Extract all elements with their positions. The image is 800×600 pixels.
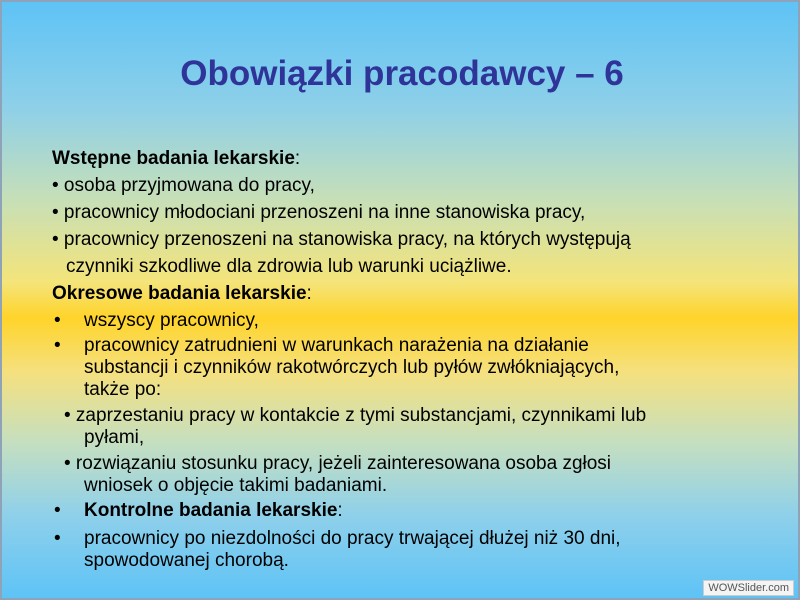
heading-colon: :	[337, 500, 343, 521]
sub-list-item-continuation: wniosek o objęcie takimi badaniami.	[84, 475, 388, 496]
section-heading-initial-exams	[52, 148, 300, 170]
list-item: pracownicy po niezdolności do pracy trwającej dłużej niż 30 dni,	[84, 528, 621, 549]
heading-text: Okresowe badania lekarskie	[52, 283, 307, 304]
heading-text: Kontrolne badania lekarskie	[84, 500, 338, 521]
slide-title: Obowiązki pracodawcy – 6	[180, 54, 624, 93]
list-item-continuation: także po:	[84, 379, 162, 400]
heading-colon: :	[306, 283, 312, 304]
list-item-continuation: czynniki szkodliwe dla zdrowia lub warunki uciążliwe.	[66, 256, 512, 277]
list-item: • osoba przyjmowana do pracy,	[52, 175, 315, 196]
bullet-marker: •	[54, 500, 61, 521]
watermark-link[interactable]: WOWSlider.com	[703, 580, 794, 596]
list-item: • pracownicy młodociani przenoszeni na inne stanowiska pracy,	[52, 202, 586, 223]
heading-colon: :	[294, 148, 301, 169]
sub-list-item: • rozwiązaniu stosunku pracy, jeżeli zainteresowana osoba zgłosi	[64, 453, 612, 474]
heading-text: Wstępne badania lekarskie	[52, 148, 295, 169]
list-item: pracownicy zatrudnieni w warunkach narażenia na działanie	[84, 335, 589, 356]
sub-list-item-continuation: pyłami,	[84, 427, 145, 448]
bullet-marker: •	[54, 310, 61, 331]
bullet-marker: •	[54, 335, 61, 356]
bullet-marker: •	[54, 528, 61, 549]
section-heading-periodic-exams	[52, 283, 312, 305]
section-heading-control-exams	[84, 500, 343, 522]
sub-list-item: • zaprzestaniu pracy w kontakcie z tymi substancjami, czynnikami lub	[64, 405, 647, 426]
list-item-continuation: substancji i czynników rakotwórczych lub pyłów zwłókniających,	[84, 357, 620, 378]
list-item: wszyscy pracownicy,	[84, 310, 259, 331]
list-item: • pracownicy przenoszeni na stanowiska pracy, na których występują	[52, 229, 631, 250]
list-item-continuation: spowodowanej chorobą.	[84, 550, 289, 571]
